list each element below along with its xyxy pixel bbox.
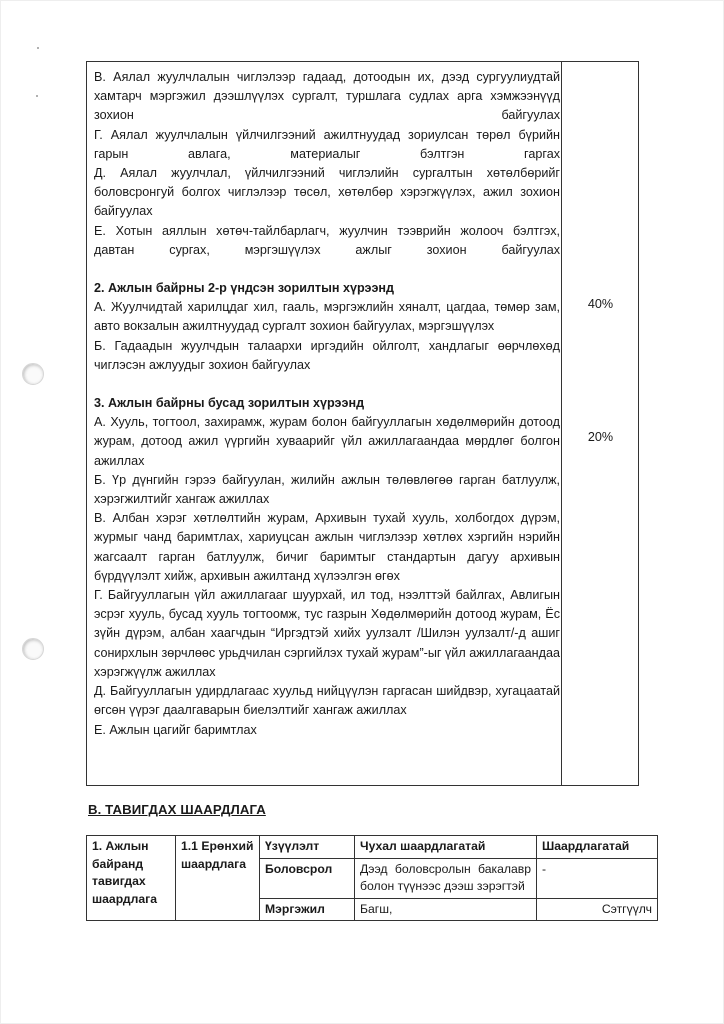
requirements-table bbox=[86, 835, 658, 921]
duty-item-e: Е. Хотын аяллын хөтөч-тайлбарлагч, жуулчин тээврийн жолооч бэлтгэх, давтан сургах, мэргэшүүлэх ажлыг зохион байгуулах bbox=[94, 223, 560, 257]
row-education-essential: Дээд боловсролын бакалавр болон түүнээс дээш зэрэгтэй bbox=[355, 858, 537, 898]
row-education-required: - bbox=[537, 858, 658, 898]
duty-item-d: Д. Аялал жуулчлал, үйлчилгээний чиглэлийн сургалтын хөтөлбөрийг боловсронгуй болгох чиглэлээр төсөл, хөтөлбөр хэрэгжүүлэх, ажил зохион байгуулах bbox=[94, 166, 560, 219]
punch-hole-top bbox=[22, 363, 44, 385]
goal3-item-b: Б. Үр дүнгийн гэрээ байгуулан, жилийн ажлын төлөвлөгөө гарган батлуулж, хэрэгжилтийг хангаж ажиллах bbox=[94, 472, 560, 507]
goal2-item-a: А. Жуулчидтай харилцдаг хил, гааль, мэргэжлийн хяналт, цагдаа, төмөр зам, авто вокзалын ажилтнуудад сургалт зохион байгуулах, мэргэшүүлэх bbox=[94, 300, 560, 334]
scan-speck bbox=[37, 47, 39, 49]
goal2-heading: 2. Ажлын байрны 2-р үндсэн зорилтын хүрээнд bbox=[94, 281, 395, 296]
header-required: Шаардлагатай bbox=[537, 836, 658, 859]
duty-item-g: Г. Аялал жуулчлалын үйлчилгээний ажилтнуудад зориулсан төрөл бүрийн гарын авлага, материалыг бэлтгэн гаргах bbox=[94, 127, 560, 161]
header-indicator: Үзүүлэлт bbox=[260, 836, 355, 859]
duties-column bbox=[94, 68, 560, 740]
scan-speck bbox=[36, 95, 38, 97]
row-education-indicator: Боловсрол bbox=[260, 858, 355, 898]
punch-hole-bottom bbox=[22, 638, 44, 660]
goal3-item-v: В. Албан хэрэг хөтлөлтийн журам, Архивын тухай хууль, холбогдох дүрэм, журмыг чанд баримтлах, хариуцсан ажлын чиглэлээр хөтлөх хэргийн нэрийн жагсаалт гарган батлуулж, бичиг баримтыг стандартын дагуу архивын бүрдүүлэлт хийж, архивын ажилтанд хүлээлгэн өгөх bbox=[94, 511, 560, 583]
duty-item-v: В. Аялал жуулчлалын чиглэлээр гадаад, дотоодын их, дээд сургуулиудтай хамтарч мэргэжил дээшлүүлэх сургалт, туршлага судлах арга хэмжээнүүд зохион байгуулах bbox=[94, 70, 560, 123]
goal3-item-a: А. Хууль, тогтоол, захирамж, журам болон байгууллагын хөдөлмөрийн дотоод журам, дотоод ажил үүргийн хуваарийг үйл ажиллагаандаа мөрдлөг болгон ажиллах bbox=[94, 415, 560, 468]
req-category-cell: 1. Ажлын байранд тавигдах шаардлага bbox=[87, 836, 176, 921]
column-divider bbox=[561, 62, 562, 785]
row-profession-essential: Багш, bbox=[355, 898, 537, 921]
goal3-item-g: Г. Байгууллагын үйл ажиллагааг шуурхай, ил тод, нээлттэй байлгах, Авлигын эсрэг хууль, бусад хууль тогтоомж, тус газрын Хөдөлмөрийн дотоод журам, Ёс зүйн дүрэм, албан хаагчдын “Иргэдтэй хийх уулзалт /Шилэн уулзалт/-д ашиг сонирхлын зөрчлөөс урьдчилан сэргийлэх тухай журам”-ыг үйл ажиллагаандаа хэрэгжүүлж ажиллах bbox=[94, 588, 560, 679]
section-title: В. ТАВИГДАХ ШААРДЛАГА bbox=[88, 802, 266, 817]
header-essential: Чухал шаардлагатай bbox=[355, 836, 537, 859]
goal3-item-e: Е. Ажлын цагийг баримтлах bbox=[94, 722, 257, 737]
goal3-percent: 20% bbox=[587, 430, 614, 444]
row-profession-indicator: Мэргэжил bbox=[260, 898, 355, 921]
row-profession-required: Сэтгүүлч bbox=[537, 898, 658, 921]
goal3-item-d: Д. Байгууллагын удирдлагаас хуульд нийцүүлэн гаргасан шийдвэр, хугацаатай өгсөн үүрэг даалгаварын биелэлтийг хангаж ажиллах bbox=[94, 684, 560, 718]
goal2-percent: 40% bbox=[587, 297, 614, 311]
goal3-heading: 3. Ажлын байрны бусад зорилтын хүрээнд bbox=[94, 396, 365, 411]
req-subcategory-cell: 1.1 Ерөнхий шаардлага bbox=[176, 836, 260, 921]
duties-table bbox=[86, 61, 639, 786]
goal2-item-b: Б. Гадаадын жуулчдын талаархи иргэдийн ойлголт, хандлагыг өөрчлөхөд чиглэсэн ажлуудыг зохион байгуулах bbox=[94, 338, 560, 372]
